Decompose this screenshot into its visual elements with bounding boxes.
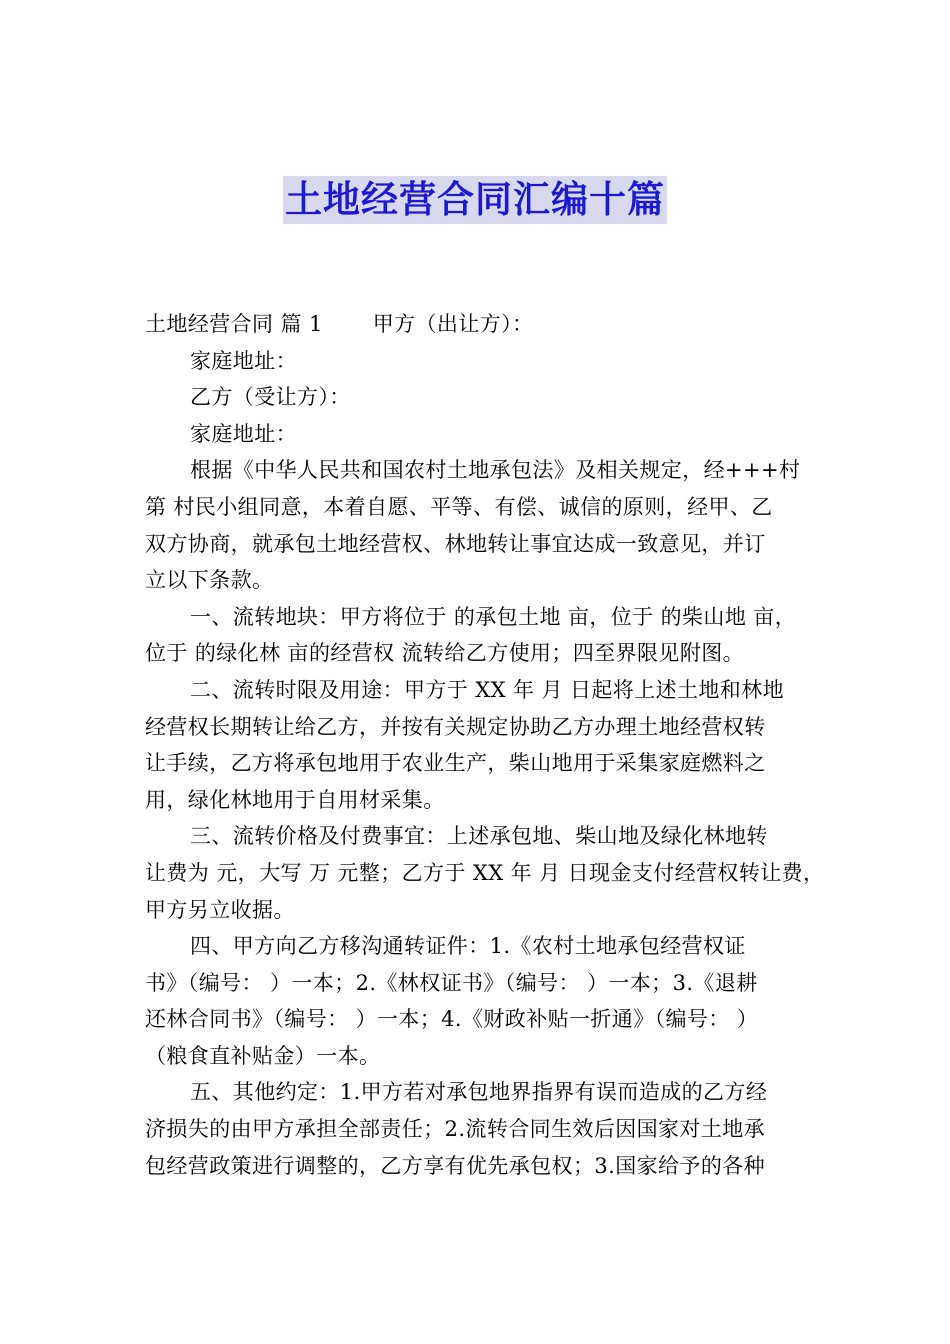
paragraph-line: 一、流转地块：甲方将位于 的承包土地 亩，位于 的柴山地 亩，	[190, 604, 797, 629]
paragraph-line: 包经营政策进行调整的，乙方享有优先承包权；3.国家给予的各种	[145, 1153, 766, 1178]
party-a-label: 甲方（出让方）：	[372, 312, 534, 336]
paragraph-line: 让手续，乙方将承包地用于农业生产，柴山地用于采集家庭燃料之	[145, 751, 766, 776]
paragraph-line: 家庭地址：	[190, 348, 297, 373]
paragraph-line: 立以下条款。	[145, 568, 274, 593]
paragraph-line: 还林合同书》（编号： ）一本；4.《财政补贴一折通》（编号： ）	[145, 1007, 759, 1032]
paragraph-line: 经营权长期转让给乙方，并按有关规定协助乙方办理土地经营权转	[145, 714, 766, 739]
paragraph-line: 用，绿化林地用于自用材采集。	[145, 787, 445, 812]
paragraph-line: 位于 的绿化林 亩的经营权 流转给乙方使用；四至界限见附图。	[145, 641, 745, 666]
paragraph-line: 三、流转价格及付费事宜：上述承包地、柴山地及绿化林地转	[190, 824, 768, 849]
paragraph-line: 甲方另立收据。	[145, 897, 295, 922]
title-container	[0, 176, 950, 224]
paragraph-line: 书》（编号： ）一本；2.《林权证书》（编号： ）一本；3.《退耕	[145, 970, 758, 995]
paragraph-line: 济损失的由甲方承担全部责任；2.流转合同生效后因国家对土地承	[145, 1117, 766, 1142]
paragraph-line: 二、流转时限及用途：甲方于 XX 年 月 日起将上述土地和林地	[190, 677, 784, 702]
paragraph-line	[145, 306, 813, 343]
document-title: 土地经营合同汇编十篇	[283, 176, 667, 224]
paragraph-line: （粮食直补贴金）一本。	[145, 1043, 381, 1068]
paragraph-line: 五、其他约定：1.甲方若对承包地界指界有误而造成的乙方经	[190, 1080, 768, 1105]
paragraph-line: 四、甲方向乙方移沟通转证件：1.《农村土地承包经营权证	[190, 934, 746, 959]
paragraph-line: 乙方（受让方）：	[190, 385, 351, 410]
paragraph-line: 根据《中华人民共和国农村土地承包法》及相关规定，经+++村	[190, 458, 801, 483]
paragraph-line: 家庭地址：	[190, 421, 297, 446]
paragraph-line: 双方协商，就承包土地经营权、林地转让事宜达成一致意见，并订	[145, 531, 766, 556]
section-heading: 土地经营合同 篇 1	[145, 312, 323, 336]
paragraph-line: 让费为 元，大写 万 元整；乙方于 XX 年 月 日现金支付经营权转让费，	[145, 860, 825, 885]
paragraph-line: 第 村民小组同意，本着自愿、平等、有偿、诚信的原则，经甲、乙	[145, 494, 773, 519]
document-body	[145, 306, 825, 1184]
